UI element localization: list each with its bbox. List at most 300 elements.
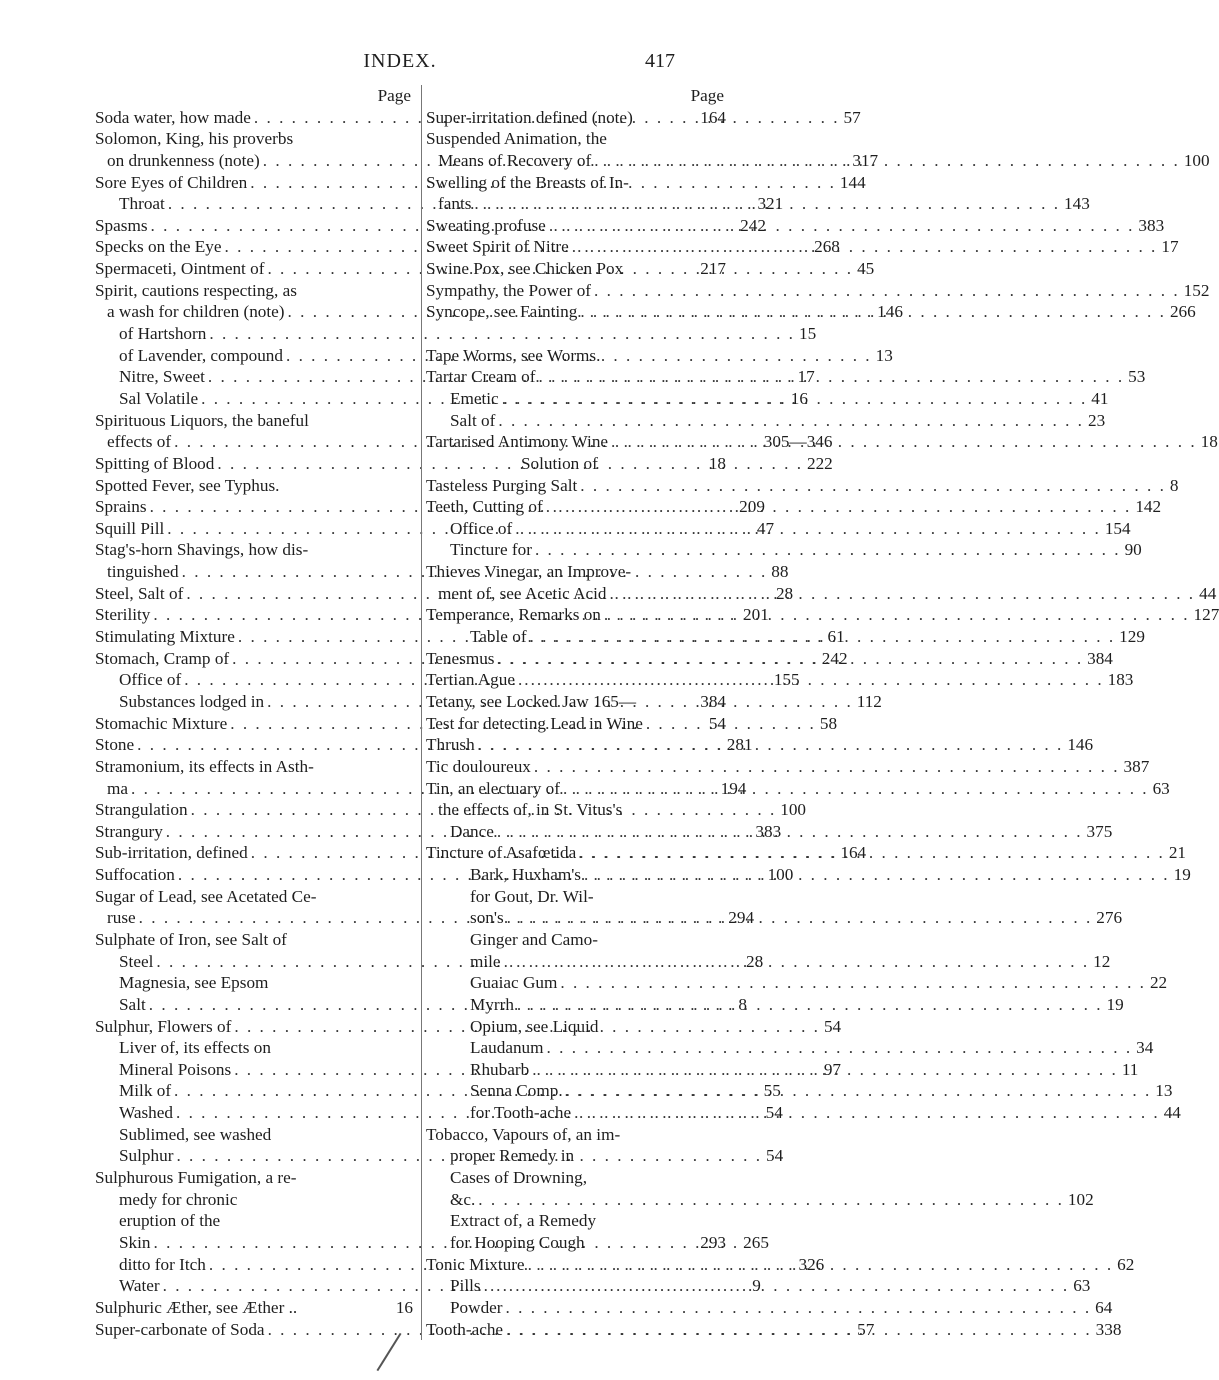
index-entry [95,323,817,345]
entry-text: Ginger and Camo- [470,929,598,949]
entry-text: Temperance, Remarks on [426,605,601,625]
entry-text: Spotted Fever, see Typhus. [95,475,280,495]
entry-text: ditto for Itch [119,1254,206,1274]
entry-text: Office of [450,518,513,538]
dot-leader [546,215,1135,237]
entry-text: Sulphur, Flowers of [95,1016,232,1036]
entry-text: for Gout, Dr. Wil- [470,886,594,906]
entry-text: Steel, Salt of [95,583,184,603]
entry-text: Bark, Huxham's [470,865,581,885]
entry-page-number: 88 [771,562,789,582]
entry-text: Sulphurous Fumigation, a re- [95,1168,297,1188]
entry-page-number: 17 [797,367,815,387]
entry-page-number: 54 [823,1016,842,1036]
entry-text: Steel [119,951,154,971]
dot-leader [598,453,705,475]
entry-text: Salt of [450,410,496,430]
entry-page-number [722,172,726,194]
entry-text: on drunkenness (note) [107,150,260,170]
entry-text: Sub-irritation, defined [95,843,248,863]
entry-text: Stone [95,735,135,755]
entry-page-number: 222 [806,453,833,473]
dot-leader [622,799,722,821]
index-entry [95,1189,413,1211]
entry-text: son's [470,908,504,928]
entry-text: Syncope, see Fainting [426,302,578,322]
entry-page-number: 28 [775,583,794,603]
entry-page-number: 47 [756,518,775,538]
entry-page-number: 44 [1199,583,1217,603]
entry-text: Solomon, King, his proverbs [95,129,294,149]
dot-leader [293,128,409,150]
entry-page-number: 338 [1095,1319,1122,1339]
dot-leader [514,994,1103,1016]
index-entry [426,929,726,951]
entry-page-number: 242 [740,215,766,235]
entry-page-number: 100 [767,865,794,885]
dot-leader [220,1210,409,1232]
entry-text: tinguished [107,562,179,582]
dot-leader [503,1297,1092,1319]
entry-text: Throat [119,194,165,214]
entry-text: Tincture of Asafœtida [426,843,577,863]
entry-text: mile [470,951,501,971]
entry-page-number [722,929,726,951]
entry-page-number: 90 [1124,540,1142,560]
dot-leader [501,951,1090,973]
entry-text: Sympathy, the Power of [426,280,592,300]
entry-text: Tenesmus [426,648,495,668]
entry-text: Super-carbonate of Soda [95,1319,265,1339]
entry-page-number: 8 [738,994,747,1014]
entry-page-number: 17 [1161,237,1179,257]
entry-text: Tin, an electuary of [426,778,560,798]
index-entry [426,713,726,735]
entry-text: Water [119,1276,160,1296]
entry-page-number: 61 [827,627,845,647]
index-entry [95,128,413,150]
index-entry [426,1189,1094,1211]
entry-text: Swelling of the Breasts of In- [426,172,629,192]
entry-page-number: 242 [821,648,848,668]
entry-page-number: 8 [1169,475,1179,495]
index-entry [426,323,726,345]
index-entry [95,1124,413,1146]
entry-page-number: 63 [1152,778,1170,798]
entry-text: Teeth, Cutting of [426,497,543,517]
entry-text: Sore Eyes of Children [95,172,248,192]
index-entry [426,453,726,475]
index-entry [426,107,726,129]
entry-text: Tasteless Purging Salt [426,475,578,495]
entry-text: Tartarised Antimony Wine [426,432,609,452]
dot-leader [608,431,1197,453]
entry-text: fants [438,194,472,214]
entry-text: Mineral Poisons [119,1059,232,1079]
entry-page-number: 143 [1064,194,1090,214]
entry-page-number: 57 [843,107,861,127]
entry-text: Sulphuric Æther, see Æther .. [95,1297,298,1317]
index-entry [426,345,726,367]
entry-text: Solution of [521,453,598,473]
index-entry [426,1167,726,1189]
entry-page-number: 146 [1067,735,1094,755]
dot-leader [571,1102,1160,1124]
entry-text: Guaiac Gum [470,973,558,993]
dot-leader [471,193,1060,215]
entry-text: Tooth-ache [426,1319,504,1339]
dot-leader [268,972,409,994]
index-entry [95,929,413,951]
entry-text: Sulphate of Iron, see Salt of [95,929,287,949]
entry-text: effects of [107,432,172,452]
dot-leader [623,258,696,280]
entry-text: medy for chronic [119,1189,238,1209]
dot-leader [581,864,1170,886]
entry-page-number [409,1037,413,1059]
entry-text: Senna Comp. [470,1081,563,1101]
entry-page-number [722,561,726,583]
entry-page-number [409,1167,413,1189]
index-entry [426,561,726,583]
entry-text: Sterility [95,605,151,625]
dot-leader [525,1254,1114,1276]
entry-text: Dance [450,821,494,841]
dot-leader [527,626,1116,648]
entry-page-number: 375 [1086,821,1113,841]
entry-page-number: 305—346 [763,432,833,452]
index-entry [95,1210,413,1232]
dot-leader [576,842,1165,864]
entry-page-number [722,1124,726,1146]
entry-text: of Hartshorn [119,324,207,344]
entry-page-number: 102 [1067,1189,1094,1209]
entry-page-number: 12 [1093,951,1111,971]
dot-leader [606,583,1195,605]
dot-leader [316,886,409,908]
entry-text: Soda water, how made [95,107,251,127]
dot-leader [569,236,1158,258]
entry-text: eruption of the [119,1211,221,1231]
entry-text: Magnesia, see Epsom [119,973,269,993]
entry-text: Spirituous Liquors, the baneful [95,410,309,430]
dot-leader [543,496,1132,518]
dot-leader [643,713,705,735]
entry-page-number [409,128,413,150]
entry-page-number: 127 [1193,605,1219,625]
entry-text: Sal Volatile [119,388,199,408]
index-entry [95,1167,413,1189]
dot-leader [557,972,1146,994]
entry-page-number: 201 [743,605,769,625]
dot-leader [515,669,1104,691]
entry-page-number: 22 [1149,973,1168,993]
entry-page-number: 317 [852,150,879,170]
page-column-label: Page [377,86,411,105]
dot-leader [544,1037,1133,1059]
entry-page-number: 194 [720,778,747,798]
entry-text: Spitting of Blood [95,453,215,473]
entry-page-number: 9 [752,1276,761,1296]
entry-text: a wash for children (note) [107,302,285,322]
index-entry [426,1210,726,1232]
entry-page-number: 63 [1073,1276,1091,1296]
dot-leader [607,128,722,150]
entry-page-number: 387 [1123,756,1150,776]
entry-text: Tobacco, Vapours of, an im- [426,1124,621,1144]
dot-leader [598,929,722,951]
dot-leader [237,1189,409,1211]
entry-text: Suffocation [95,865,175,885]
dot-leader [563,1080,1152,1102]
dot-leader [481,1275,1070,1297]
entry-page-number: 54 [766,1146,784,1166]
entry-text: &c. [450,1189,476,1209]
index-entry [95,756,413,778]
page-header [0,50,800,80]
entry-text: Stag's-horn Shavings, how dis- [95,540,309,560]
entry-page-number [409,1124,413,1146]
index-entry [426,280,1210,302]
entry-page-number: 154 [1104,518,1131,538]
entry-text: for Tooth-ache [470,1103,572,1123]
index-entry [426,886,726,908]
index-entry [426,128,726,150]
index-entry [426,1297,1113,1319]
dot-leader [297,280,409,302]
dot-leader [636,691,696,713]
entry-page-number [722,1016,726,1038]
dot-leader [594,886,722,908]
entry-text: Strangury [95,821,163,841]
entry-text: Sprains [95,497,147,517]
entry-page-number [409,1210,413,1232]
entry-page-number: 16 [395,1297,413,1317]
index-entry [426,539,1142,561]
entry-page-number: 23 [1087,410,1106,430]
entry-page-number: 28 [745,951,764,971]
index-entry [426,258,726,280]
entry-page-number: 152 [1183,280,1210,300]
entry-text: Tetany, see Locked Jaw 165— [426,691,637,711]
dot-leader [596,1210,722,1232]
entry-text: Stimulating Mixture [95,627,235,647]
entry-page-number: 34 [1136,1038,1154,1058]
dot-leader [574,1145,722,1167]
dot-leader [577,475,1166,497]
entry-text: Liver of, its effects on [119,1038,271,1058]
entry-text: Emetic [450,388,499,408]
dot-leader [495,410,1084,432]
entry-page-number: 41 [1091,388,1109,408]
dot-leader [529,1059,1118,1081]
entry-text: Means of Recovery of [438,150,592,170]
entry-page-number [409,756,413,778]
entry-text: Substances lodged in [119,691,265,711]
index-entry [426,410,1106,432]
entry-text: Thieves Vinegar, an Improve- [426,562,632,582]
entry-page-number: 100 [1183,150,1210,170]
index-entry [426,994,1124,1016]
entry-page-number: 164 [840,843,867,863]
entry-page-number: 384 [700,691,726,711]
entry-page-number [409,539,413,561]
entry-text: Squill Pill [95,518,165,538]
dot-leader [499,388,1088,410]
entry-text: Skin [119,1232,151,1252]
entry-page-number: 44 [1163,1103,1181,1123]
dot-leader [577,301,1166,323]
dot-leader [475,734,1064,756]
entry-page-number: 55 [763,1081,781,1101]
entry-text: Milk of [119,1081,172,1101]
entry-page-number: 100 [780,800,807,820]
entry-page-number: 45 [857,259,875,279]
entry-page-number: 268 [814,237,840,257]
entry-page-number [409,886,413,908]
dot-leader [633,107,696,129]
entry-page-number [722,345,726,367]
entry-page-number: 209 [739,497,765,517]
index-entry [426,756,1150,778]
entry-text: Salt [119,994,146,1014]
entry-text: Spasms [95,215,148,235]
entry-page-number: 54 [765,1103,783,1123]
dot-leader [504,907,1093,929]
dot-leader [314,756,409,778]
entry-text: ruse [107,908,136,928]
entry-page-number [409,410,413,432]
entry-text: Sweet Spirit of Nitre [426,237,569,257]
entry-page-number: 321 [757,194,784,214]
entry-text: Tonic Mixture [426,1254,525,1274]
page-column-label: Page [690,86,724,105]
entry-page-number: 13 [875,345,893,365]
entry-page-number [409,1189,413,1211]
entry-page-number: 144 [839,172,866,192]
entry-text: Laudanum [470,1038,544,1058]
dot-leader [560,778,1149,800]
entry-text: Spermaceti, Ointment of [95,259,265,279]
index-entry [95,280,413,302]
entry-page-number: 21 [1168,843,1187,863]
entry-text: Opium, see Liquid [470,1016,599,1036]
entry-page-number [722,128,726,150]
running-title: INDEX. [363,50,437,72]
entry-text: Suspended Animation, the [426,129,607,149]
dot-leader [512,518,1101,540]
entry-page-number: 281 [726,735,753,755]
entry-text: Rhubarb [470,1059,530,1079]
index-entry [95,972,413,994]
index-entry [95,1037,413,1059]
index-entry [95,886,413,908]
entry-page-number: 58 [819,713,838,733]
index-entry [426,1016,726,1038]
entry-text: Powder [450,1297,503,1317]
dot-leader [279,475,409,497]
entry-page-number: 383 [755,821,782,841]
entry-text: of Lavender, compound [119,345,283,365]
entry-text: Sulphur [119,1146,174,1166]
dot-leader [309,410,409,432]
dot-leader [631,561,722,583]
entry-page-number: 276 [1096,908,1123,928]
entry-text: ment of, see Acetic Acid [438,583,607,603]
entry-text: ma [107,778,128,798]
dot-leader [308,539,409,561]
entry-text: Tic douloureux [426,756,531,776]
entry-text: Nitre, Sweet [119,367,205,387]
dot-leader [494,821,1083,843]
entry-page-number: 19 [1173,865,1191,885]
entry-page-number: 62 [1117,1254,1135,1274]
entry-text: Tertian Ague [426,670,515,690]
entry-text: Tartar Cream of [426,367,536,387]
entry-page-number: 183 [1107,670,1134,690]
dot-leader [629,172,722,194]
entry-page-number: 142 [1135,497,1162,517]
entry-page-number [722,886,726,908]
entry-text: Stomachic Mixture [95,713,228,733]
entry-page-number [409,972,413,994]
entry-page-number [722,1167,726,1189]
entry-text: Sublimed, see washed [119,1124,272,1144]
entry-page-number: 293 [700,1232,726,1252]
entry-text: Sweating profuse [426,215,546,235]
entry-text: Swine Pox, see Chicken Pox [426,259,624,279]
entry-page-number: 265 [743,1232,769,1252]
entry-text: Stomach, Cramp of [95,648,230,668]
dot-leader [601,604,1190,626]
dot-leader [600,345,722,367]
dot-leader [475,1189,1064,1211]
entry-text: Extract of, a Remedy [450,1211,597,1231]
entry-text: Super-irritation defined (note) [426,107,633,127]
entry-page-number: 164 [700,107,726,127]
index-entry [95,539,413,561]
entry-page-number: 15 [798,324,817,344]
entry-page-number: 18 [1200,432,1218,452]
entry-page-number: 53 [1128,367,1146,387]
entry-text: Thrush [426,735,475,755]
dot-leader [587,1167,722,1189]
dot-leader [495,648,1084,670]
index-entry [426,972,1168,994]
entry-text: Stramonium, its effects in Asth- [95,756,314,776]
dot-leader [591,280,1180,302]
entry-text: Spirit, cautions respecting, as [95,280,297,300]
index-entry [426,1232,726,1254]
dot-leader [296,1167,409,1189]
dot-leader [536,366,1125,388]
index-entry [426,1145,726,1167]
index-entry [426,1275,1091,1297]
dot-leader [503,1319,1092,1341]
entry-page-number: 383 [1138,215,1165,235]
dot-leader [598,1016,722,1038]
entry-page-number [409,929,413,951]
dot-leader [620,1124,722,1146]
entry-page-number: 326 [798,1254,825,1274]
entry-text: Tape Worms, see Worms. [426,345,601,365]
entry-page-number: 97 [823,1059,841,1079]
dot-leader [271,1124,409,1146]
entry-page-number: 217 [700,259,726,279]
entry-page-number [722,1210,726,1232]
entry-page-number [409,475,413,497]
entry-text: Table of [470,627,527,647]
